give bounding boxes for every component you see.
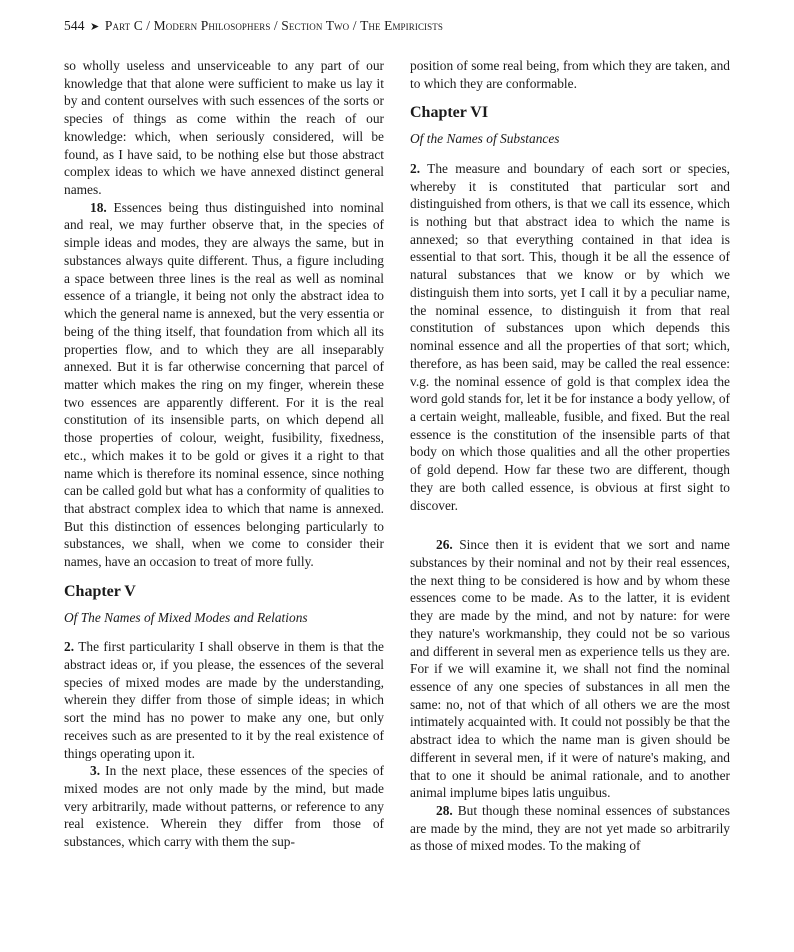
- paragraph-text: Essences being thus distinguished into nominal and real, we may further observe that, in the species of simple ideas and modes, they are always the same, but in substances always quite different. Thus, a figure including a space between three lines is the real as well as nominal essence of a triangle, it being not only the abstract idea to which the general name is annexed, but the very essentia or being of the thing itself, that foundation from which all its properties flow, and to which they are all inseparably annexed. But it is far otherwise concerning that parcel of matter which makes the ring on my finger, wherein these two essences are apparently different. For it is the real constitution of its insensible parts, on which depend all those properties of colour, weight, fusibility, fixedness, etc., which makes it to be gold or gives it a right to that name which is therefore its nominal essence, since nothing can be called gold but what has a conformity of qualities to that abstract complex idea to which that name is annexed. But this distinction of essences belonging particularly to substances, we shall, when we come to consider their names, have an occasion to treat of more fully.: [64, 199, 384, 570]
- paragraph: [410, 536, 730, 802]
- paragraph-text: But though these nominal essences of substances are made by the mind, they are not yet made so arbitrarily as those of mixed modes. To the making of: [410, 803, 730, 854]
- paragraph: [64, 762, 384, 851]
- section-number: 3.: [90, 763, 101, 779]
- separator: /: [352, 18, 357, 33]
- arrow-icon: ➤: [90, 21, 100, 33]
- separator: /: [273, 18, 278, 33]
- paragraph-text: In the next place, these essences of the species of mixed modes are not only made by the mind, but made very arbitrarily, made without patterns, or reference to any real existence. Wherein they differ from those of substances, which carry with them the sup-: [64, 763, 384, 850]
- section-label: Section Two: [281, 18, 350, 33]
- paragraph: [64, 199, 384, 571]
- left-column: [64, 57, 384, 851]
- right-column: [410, 57, 730, 855]
- page-number: 544: [64, 18, 85, 33]
- paragraph: position of some real being, from which they are taken, and to which they are conformable.: [410, 58, 730, 91]
- part-title: Modern Philosophers: [153, 18, 271, 33]
- paragraph: [410, 802, 730, 855]
- paragraph: [64, 638, 384, 762]
- chapter-subtitle: Of the Names of Substances: [410, 131, 560, 147]
- section-number: 26.: [436, 537, 453, 553]
- chapter-heading: Chapter VI: [410, 104, 489, 122]
- section-number: 18.: [90, 199, 107, 215]
- paragraph-text: The first particularity I shall observe in them is that the abstract ideas or, if you please, the essences of the several species of mixed modes are made by the understanding, wherein they differ from those of simple ideas; in which sort the mind has no power to make any one, but only receives such as are presented to it by the real existence of things operating upon it.: [64, 639, 384, 761]
- section-number: 2.: [64, 639, 75, 655]
- section-title: The Empiricists: [360, 18, 443, 33]
- section-number: 2.: [410, 160, 421, 176]
- section-number: 28.: [436, 803, 453, 819]
- paragraph-text: The measure and boundary of each sort or species, whereby it is constituted that particular sort and distinguished from others, is that we call its essence, which is nothing but that abstract idea to which the name is annexed; so that everything contained in that idea is essential to that sort. This, though it be all the essence of natural substances that we know or by which we distinguish them into sorts, yet I call it by a peculiar name, the nominal essence, to distinguish it from that real constitution of substances upon which depends this nominal essence and all the properties of that sort; which, therefore, as has been said, may be called the real essence: v.g. the nominal essence of gold is that complex idea the word gold stands for, let it be for instance a body yellow, of a certain weight, malleable, fusible, and fixed. But the real essence is the constitution of the insensible parts of that body on which those qualities and all the other properties of gold depend. How far these two are different, though they are both called essence, is obvious at first sight to discover.: [410, 160, 731, 513]
- paragraph-text: Since then it is evident that we sort and name substances by their nominal and not by their real essences, the next thing to be considered is how and by whom these essences come to be made. As to the latter, it is evident they are made by the mind, and not by nature: for were they nature's workmanship, they could not be so various and different in several men as experience tells us they are. For if we will examine it, we shall not find the nominal essence of any one species of substances in all men the same: no, not of that which of all others we are the most intimately acquainted with. It could not possibly be that the abstract idea to which the name man is given should be different in several men, if it were of nature's making, and that to one it should be animal rationale, and to another animal implume bipes latis unguibus.: [410, 537, 730, 801]
- paragraph: so wholly useless and unserviceable to any part of our knowledge that that alone were sufficient to make us lay it by and content ourselves with such essences of the sorts or species of things as come within the reach of our knowledge: which, when seriously considered, will be found, as I have said, to be nothing else but those abstract complex ideas to which we have annexed distinct general names.: [64, 58, 384, 198]
- chapter-subtitle: Of The Names of Mixed Modes and Relations: [64, 609, 308, 625]
- paragraph: [410, 160, 730, 514]
- part-label: Part C: [104, 18, 143, 33]
- running-head: [64, 18, 443, 34]
- chapter-heading: Chapter V: [64, 582, 136, 600]
- separator: /: [146, 18, 151, 33]
